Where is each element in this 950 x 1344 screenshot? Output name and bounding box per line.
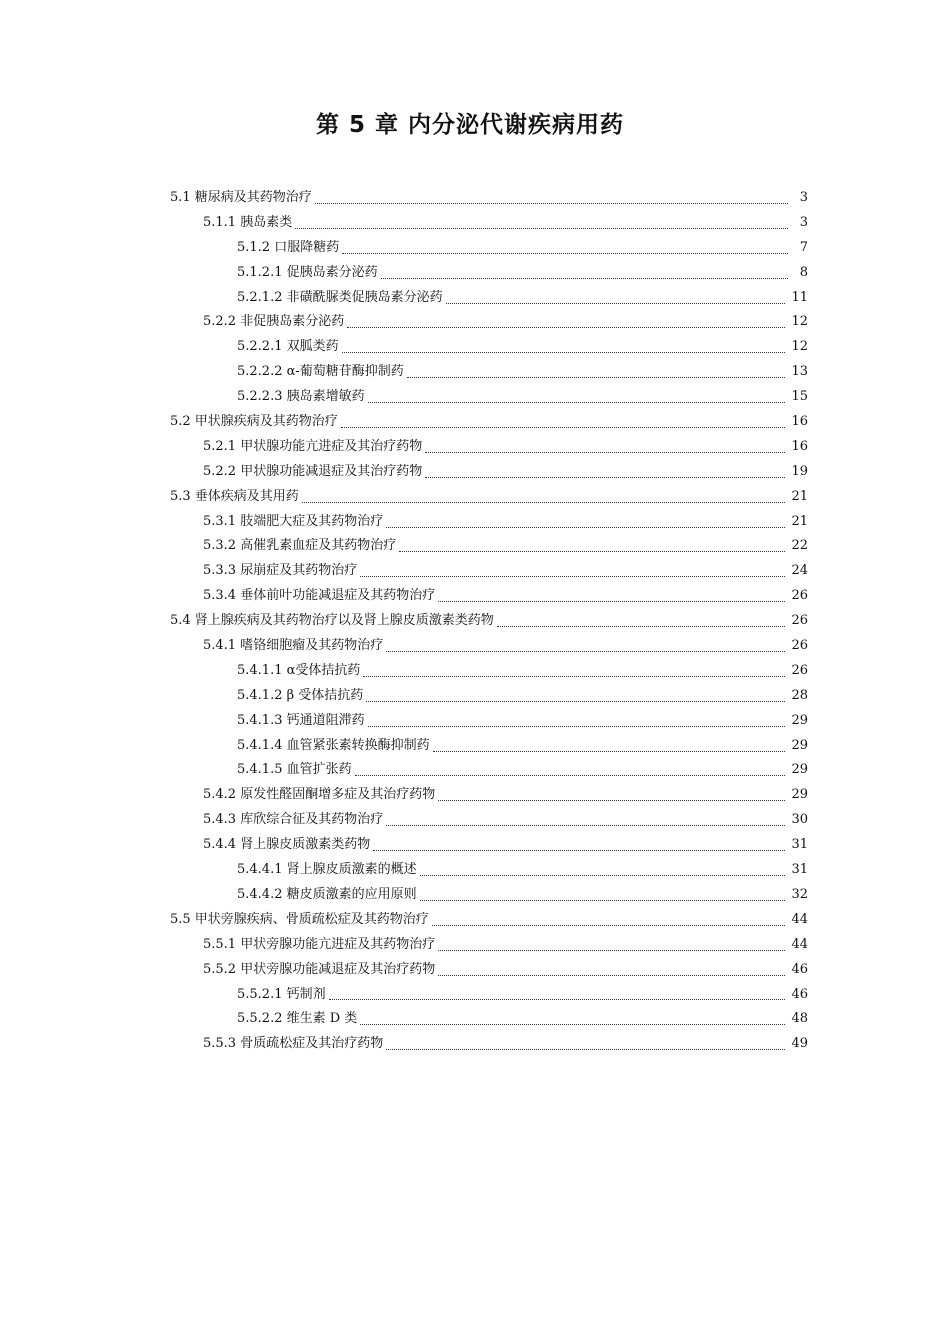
toc-entry[interactable] [170,958,808,983]
toc-page-number: 16 [791,414,808,430]
toc-entry-label: 5.4.4.2 糖皮质激素的应用原则 [237,886,417,902]
toc-dot-leader [302,502,786,503]
toc-page-number: 31 [791,837,808,853]
toc-entry[interactable] [170,236,808,261]
toc-dot-leader [399,551,785,552]
toc-page-number: 13 [791,364,808,380]
toc-entry[interactable] [170,758,808,783]
toc-page-number: 8 [799,264,808,280]
toc-entry[interactable] [170,709,808,734]
toc-entry[interactable] [170,734,808,759]
toc-entry-label: 5.3.3 尿崩症及其药物治疗 [203,563,358,579]
toc-entry-label: 5.5.1 甲状旁腺功能亢进症及其药物治疗 [203,936,436,952]
toc-entry-label: 5.5.2 甲状旁腺功能减退症及其治疗药物 [203,961,436,977]
toc-page-number: 26 [791,588,808,604]
toc-entry-label: 5.1.1 胰岛素类 [203,214,293,230]
toc-entry-label: 5.2.2.3 胰岛素增敏药 [237,389,365,405]
toc-entry[interactable] [170,933,808,958]
toc-page-number: 22 [791,538,808,554]
toc-entry[interactable] [170,485,808,510]
toc-page-number: 28 [791,687,808,703]
toc-entry[interactable] [170,983,808,1008]
toc-dot-leader [381,278,788,279]
toc-dot-leader [438,601,785,602]
toc-entry[interactable] [170,385,808,410]
toc-page-number: 31 [791,862,808,878]
toc-entry[interactable] [170,883,808,908]
toc-page-number: 16 [791,438,808,454]
toc-dot-leader [295,228,788,229]
toc-entry[interactable] [170,435,808,460]
toc-entry[interactable] [170,808,808,833]
toc-entry[interactable] [170,360,808,385]
toc-entry-label: 5.3.1 肢端肥大症及其药物治疗 [203,513,384,529]
toc-dot-leader [366,701,785,702]
toc-dot-leader [329,999,786,1000]
toc-entry-label: 5.4.1 嗜铬细胞瘤及其药物治疗 [203,638,384,654]
toc-entry[interactable] [170,559,808,584]
toc-entry[interactable] [170,1007,808,1032]
toc-dot-leader [420,875,786,876]
toc-dot-leader [386,651,785,652]
toc-page-number: 44 [791,936,808,952]
toc-entry[interactable] [170,310,808,335]
toc-entry[interactable] [170,908,808,933]
toc-dot-leader [438,950,785,951]
toc-page-number: 12 [791,339,808,355]
toc-entry[interactable] [170,286,808,311]
toc-page-number: 48 [791,1011,808,1027]
toc-entry-label: 5.4 肾上腺疾病及其药物治疗以及肾上腺皮质激素类药物 [170,613,494,629]
toc-dot-leader [446,303,786,304]
toc-entry-label: 5.4.3 库欣综合征及其药物治疗 [203,812,384,828]
toc-entry[interactable] [170,659,808,684]
toc-dot-leader [407,377,786,378]
toc-entry-label: 5.5 甲状旁腺疾病、骨质疏松症及其药物治疗 [170,911,429,927]
toc-page-number: 32 [791,886,808,902]
toc-entry-label: 5.2.2 甲状腺功能减退症及其治疗药物 [203,463,423,479]
toc-dot-leader [342,352,786,353]
toc-entry-label: 5.5.2.1 钙制剂 [237,986,326,1002]
toc-entry[interactable] [170,858,808,883]
toc-entry[interactable] [170,211,808,236]
toc-page-number: 29 [791,762,808,778]
toc-entry-label: 5.4.1.5 血管扩张药 [237,762,352,778]
toc-entry-label: 5.2.2.1 双胍类药 [237,339,339,355]
toc-page-number: 46 [791,986,808,1002]
toc-page-number: 21 [791,488,808,504]
toc-page-number: 29 [791,787,808,803]
toc-dot-leader [373,850,785,851]
toc-page-number: 26 [791,638,808,654]
toc-entry[interactable] [170,410,808,435]
toc-entry-label: 5.5.3 骨质疏松症及其治疗药物 [203,1036,384,1052]
toc-entry-label: 5.2.2 非促胰岛素分泌药 [203,314,345,330]
toc-entry[interactable] [170,335,808,360]
toc-entry[interactable] [170,510,808,535]
toc-entry-label: 5.3.2 高催乳素血症及其药物治疗 [203,538,397,554]
toc-dot-leader [363,676,785,677]
toc-entry-label: 5.2.1 甲状腺功能亢进症及其治疗药物 [203,438,423,454]
toc-dot-leader [386,825,785,826]
toc-entry[interactable] [170,1032,808,1057]
toc-dot-leader [342,253,788,254]
toc-entry[interactable] [170,833,808,858]
toc-entry-label: 5.1 糖尿病及其药物治疗 [170,190,312,205]
toc-entry-label: 5.3 垂体疾病及其用药 [170,488,299,504]
toc-entry-label: 5.4.1.3 钙通道阻滞药 [237,712,365,728]
toc-page-number: 30 [791,812,808,828]
toc-entry-label: 5.4.4 肾上腺皮质激素类药物 [203,837,371,853]
toc-entry[interactable] [170,261,808,286]
chapter-title: 第 5 章 内分泌代谢疾病用药 [315,112,625,138]
toc-entry-label: 5.2 甲状腺疾病及其药物治疗 [170,414,338,430]
toc-page-number: 26 [791,662,808,678]
toc-entry[interactable] [170,684,808,709]
toc-page-number: 7 [799,239,808,255]
toc-dot-leader [315,203,788,204]
toc-entry-label: 5.5.2.2 维生素 D 类 [237,1011,358,1027]
toc-dot-leader [360,1024,785,1025]
toc-dot-leader [438,975,785,976]
toc-entry[interactable] [170,186,808,211]
toc-entry-label: 5.3.4 垂体前叶功能减退症及其药物治疗 [203,588,436,604]
toc-entry-label: 5.4.4.1 肾上腺皮质激素的概述 [237,862,417,878]
toc-page-number: 46 [791,961,808,977]
toc-dot-leader [433,751,786,752]
toc-entry-label: 5.2.1.2 非磺酰脲类促胰岛素分泌药 [237,289,443,305]
toc-page-number: 12 [791,314,808,330]
toc-page-number: 29 [791,737,808,753]
toc-dot-leader [438,800,785,801]
toc-entry-label: 5.4.1.4 血管紧张素转换酶抑制药 [237,737,430,753]
toc-page-number: 11 [791,289,808,305]
toc-dot-leader [368,726,786,727]
toc-dot-leader [347,327,785,328]
toc-entry[interactable] [170,783,808,808]
toc-entry-label: 5.4.1.2 β 受体拮抗药 [237,687,364,703]
toc-entry[interactable] [170,634,808,659]
toc-entry-label: 5.4.1.1 α受体拮抗药 [237,662,361,678]
table-of-contents [170,186,808,1057]
toc-entry[interactable] [170,609,808,634]
toc-page-number: 29 [791,712,808,728]
toc-dot-leader [360,576,785,577]
toc-dot-leader [355,775,786,776]
toc-entry[interactable] [170,534,808,559]
toc-dot-leader [425,477,785,478]
toc-dot-leader [497,626,786,627]
toc-page-number: 26 [791,613,808,629]
toc-dot-leader [425,452,785,453]
toc-page-number: 15 [791,389,808,405]
toc-dot-leader [368,402,786,403]
toc-entry[interactable] [170,584,808,609]
toc-dot-leader [341,427,786,428]
toc-page-number: 19 [791,463,808,479]
toc-page-number: 21 [791,513,808,529]
toc-page-number: 44 [791,911,808,927]
toc-page-number: 3 [799,214,808,230]
toc-dot-leader [420,900,786,901]
toc-dot-leader [432,925,786,926]
toc-dot-leader [386,527,785,528]
toc-page-number: 24 [791,563,808,579]
toc-entry-label: 5.2.2.2 α-葡萄糖苷酶抑制药 [237,364,404,380]
toc-entry-label: 5.1.2.1 促胰岛素分泌药 [237,264,378,280]
toc-page-number: 49 [791,1036,808,1052]
toc-entry-label: 5.4.2 原发性醛固酮增多症及其治疗药物 [203,787,436,803]
toc-dot-leader [386,1049,785,1050]
toc-entry[interactable] [170,460,808,485]
toc-entry-label: 5.1.2 口服降糖药 [237,239,340,255]
toc-page-number: 3 [799,190,808,205]
